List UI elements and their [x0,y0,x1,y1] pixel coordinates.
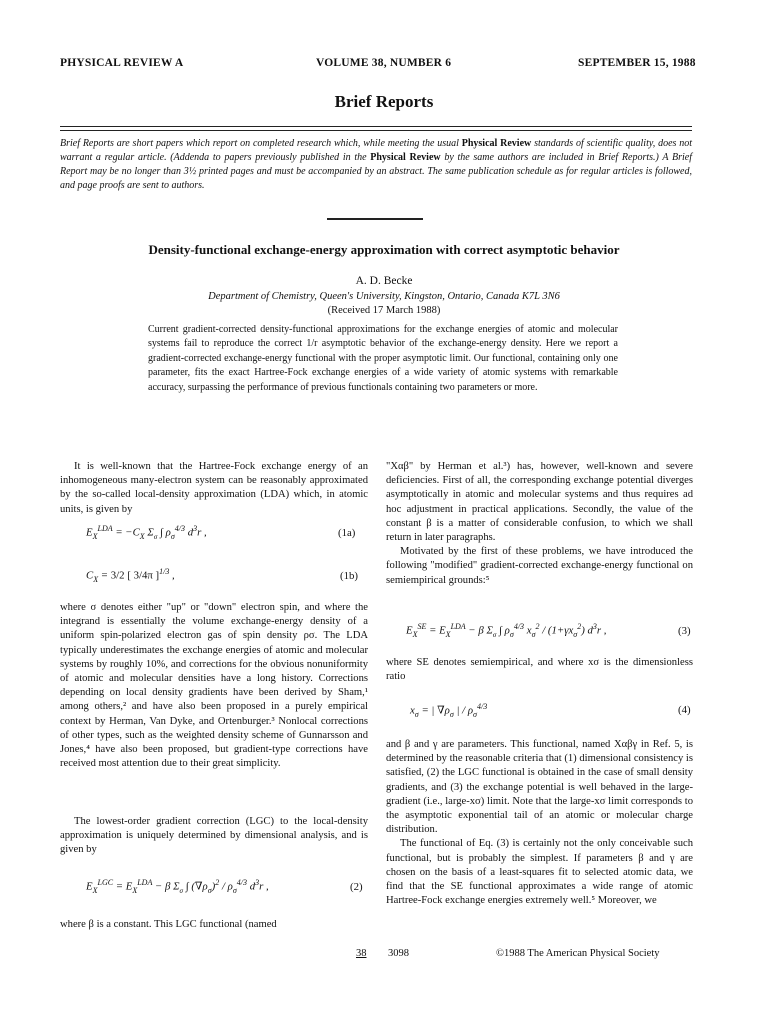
equation-1a: $E_X^{LDA} = -C_X$ $\Sigma_\sigma$ ∫ $\rho_\sigma^{4/3}$ $d^3r$ , [86,524,207,541]
section-title: Brief Reports [334,92,434,111]
center-divider [327,218,423,220]
top-rule [60,126,692,127]
equation-3: $E_X^{SE} = E_X^{LDA} - \beta$ $\Sigma_\sigma$ ∫ $\rho_\sigma^{4/3}$ $x_\sigma^2 / (1+\gamma x_\sigma^2)$ $d^3r$ , [406,622,607,639]
received-date: (Received 17 March 1988) [327,305,441,316]
right-col-para4: and β and γ are parameters. This functional, named Xαβγ in Ref. 5, is determined by the reasonable criteria that (1) dimensional consistency is satisfied, (2) the LGC functional is obtained in the case of small density gradients, and (3) the exchange potential is well behaved in the large-gradient (i.e., large-xσ) limit. Note that the large-xσ limit corresponds to the asymptotic exponential tail of an atomic or molecular charge distribution. The functional of Eq. (3) is certainly not the only conceivable such functional, but is probably the simplest. If parameters β and γ are chosen on the basis of a least-squares fit to selected atomic data, we find that the SE functional approximates a wide range of atomic Hartree-Fock exchange energies extremely well.⁵ Moreover, we [386,739,693,907]
footer-volume: 38 [356,948,367,959]
journal-name: PHYSICAL REVIEW A [60,57,184,69]
left-col-para4: where β is a constant. This LGC functional (named [60,919,277,930]
equation-1b-number: (1b) [340,570,358,582]
equation-4: $x_\sigma$ = | $\nabla\rho_\sigma$ | / $\rho_\sigma^{4/3}$ [410,702,488,719]
left-col-para3: The lowest-order gradient correction (LGC) to the local-density approximation is uniquely determined by dimensional analysis, and is given by [60,816,368,856]
issue-date: SEPTEMBER 15, 1988 [578,57,696,69]
equation-2: $E_X^{LGC} = E_X^{LDA} - \beta$ $\Sigma_\sigma$ ∫ $(\nabla\rho_\sigma)^2 / \rho_\sigma^{4/3}$ $d^3r$ , [86,878,269,895]
left-col-para1: It is well-known that the Hartree-Fock exchange energy of an inhomogeneous many-electron system can be reasonably approximated by the so-called local-density approximation (LDA) which, in atomic units, is given by [60,461,368,515]
top-rule-thin [60,130,692,131]
right-col-para3: where SE denotes semiempirical, and where xσ is the dimensionless ratio [386,657,693,683]
abstract: Current gradient-corrected density-functional approximations for the exchange energies of atomic and molecular systems fail to reproduce the correct 1/r asymptotic behavior of the exchange-energy density. Here we report a gradient-corrected exchange-energy functional with the proper asymptotic limit. Our functional, containing only one parameter, fits the exact Hartree-Fock exchange energies of a wide variety of atomic systems with remarkable accuracy, surpassing the performance of previous functionals containing two parameters or more. [148,324,618,393]
author: A. D. Becke [355,275,413,287]
equation-4-number: (4) [678,704,691,716]
equation-3-number: (3) [678,625,691,637]
right-col-para1: "Xαβ" by Herman et al.³) has, however, well-known and severe deficiencies. First of all, the corresponding exchange potential diverges asymptotically in atomic and molecular systems and thus requires ad hoc adjustment in practical applications. Secondly, the value of the constant β is a matter of considerable confusion, to which we shall return in later paragraphs. Motivated by the first of these problems, we have introduced the following "modified" gradient-corrected exchange-energy functional on semiempirical grounds:⁵ [386,461,693,586]
brief-reports-note: Brief Reports are short papers which report on completed research which, while meeting the usual Physical Review standards of scientific quality, does not warrant a regular article. (Addenda to papers previously published in the Physical Review by the same authors are included in Brief Reports.) A Brief Report may be no longer than 3½ printed pages and must be accompanied by an abstract. The same publication schedule as for regular articles is followed, and page proofs are sent to authors. [60,138,693,191]
left-col-para2: where σ denotes either "up" or "down" electron spin, and where the integrand is essentially the volume exchange-energy density of a uniform spin-polarized electron gas of spin density ρσ. The LDA typically underestimates the exchange energies of atomic and molecular systems by roughly 10%, and corrections for the obvious nonuniformity of atomic and molecular densities have a long history. Corrections depending on local density gradients have been derived by Sham,¹ among others,² and have also been proposed in a purely empirical context by Herman, Van Dyke, and Ortenburger.³ Nonlocal corrections of other types, such as the weighted density scheme of Gunnarsson and Jones,⁴ have also been proposed, but gradient-type corrections have received most attention due to their great simplicity. [60,602,368,770]
equation-2-number: (2) [350,881,363,893]
page-number: 3098 [388,948,409,959]
affiliation: Department of Chemistry, Queen's University, Kingston, Ontario, Canada K7L 3N6 [208,291,560,302]
equation-1b: $C_X = 3/2$ [ 3/4π ]$^{1/3}$ , [86,567,175,584]
equation-1a-number: (1a) [338,527,356,539]
copyright: ©1988 The American Physical Society [496,948,660,959]
paper-title: Density-functional exchange-energy approximation with correct asymptotic behavior [148,242,620,257]
volume-number: VOLUME 38, NUMBER 6 [316,57,452,69]
